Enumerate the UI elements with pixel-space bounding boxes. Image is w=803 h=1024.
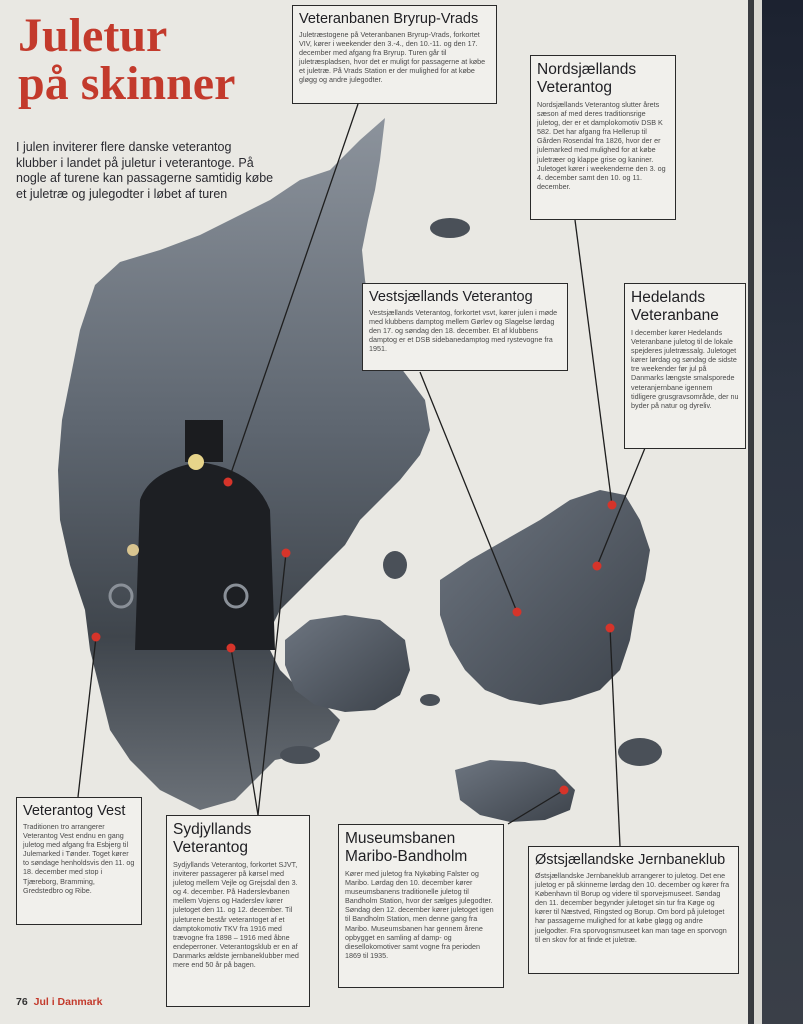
box-title: Veteranbanen Bryrup-Vrads — [299, 11, 479, 27]
island-shape — [383, 551, 407, 579]
dark-background — [762, 0, 803, 1024]
box-nordsjaellands — [530, 55, 676, 220]
box-veterantog-vest — [16, 797, 142, 925]
box-title: Veterantog Vest — [23, 803, 126, 819]
box-body: Kører med juletog fra Nykøbing Falster og Maribo. Lørdag den 10. december kører museumsbanens traditionelle juletog til Bandholm Station, hvor der sælges julegodter. Søndag den 12. december kører juletoget igen til Bandholm Station, men denne gang fra Maribo. Museumsbanen har gennem årene opbygget en samling af damp- og diesellokomotiver samt vogne fra perioden 1869 til 1935. — [345, 869, 494, 960]
island-shape — [420, 694, 440, 706]
box-vestsjaellands — [362, 283, 568, 371]
next-page-edge — [748, 0, 803, 1024]
paper-edge — [754, 0, 762, 1024]
page-title-line2: på skinner — [18, 57, 236, 110]
box-maribo-bandholm — [338, 824, 504, 988]
box-body: Traditionen tro arrangerer Veterantog Vest endnu en gang juletog med afgang fra Esbjerg til Julemarked i Tønder. Toget kører to søndage henholdsvis den 11. og 18. december med stop i Tjæreborg, Bramming, Gredstedbro og Ribe. — [23, 822, 135, 895]
box-bryrup-vrads — [292, 5, 497, 104]
box-title: Hedelands Veteranbane — [631, 289, 719, 324]
box-body: Juletræstogene på Veteranbanen Bryrup-Vrads, forkortet VIV, kører i weekender den 3.-4., den 10.-11. og den 17. december med afgang fra Bryrup. Turen går til juletræspladsen, hvor det er muligt for passagerne at købe et juletræ. På Vrads Station er der mulighed for at købe gløgg og andre julegodter. — [299, 30, 486, 85]
box-body: Vestsjællands Veterantog, forkortet vsvt, kører julen i møde med klubbens damptog mellem Gørlev og Slagelse lørdag den 17. og søndag den 18. december. Et af klubbens damptog er et DSB sidebanedamptog med rystevogne fra 1951. — [369, 308, 558, 354]
lolland-falster-shape — [455, 760, 575, 822]
zealand-shape — [440, 490, 650, 705]
page-title — [18, 9, 236, 110]
box-sydjyllands — [166, 815, 310, 1007]
box-title: Sydjyllands Veterantog — [173, 821, 252, 856]
box-title: Museumsbanen Maribo-Bandholm — [345, 830, 468, 865]
box-body: Østsjællandske Jernbaneklub arrangerer to juletog. Det ene juletog er på skinnerne lørdag den 10. december og kører fra København til Borup og videre til sporvejsmuseet. Søndag den 11. december begynder juletoget sin tur fra Køge og kører til Næstved, Ringsted og Borup. Om bord på juletoget har passagerne mulighed for at købe gløgg og andre juelgodter. Fra sporvognsmuseet kan man tage en sporvogn til en skov for at finde et juletræ. — [535, 871, 730, 944]
box-body: Nordsjællands Veterantog slutter årets sæson af med deres traditionsrige juletog, der er et damplokomotiv DSB K 582. Det har afgang fra Hellerup til Gården Rosendal fra 1826, hvor der er julemarked med mulighed for at købe juletræer og klappe grise og kaniner. Juletoget kører i weekenderne den 3. og 4. december samt den 10. og 11. december. — [537, 100, 666, 191]
page-title-line1: Juletur — [18, 9, 168, 62]
box-title: Nordsjællands Veterantog — [537, 61, 637, 96]
box-body: Sydjyllands Veterantog, forkortet SJVT, inviterer passagerer på kørsel med juletog mellem Vejle og Grejsdal den 3. og 4. december. På Haderslevbanen mellem Vojens og Haderslev kører juletoget den 11. og 12. december. Til juleturene består veterantoget af et damptokomotiv TKV fra 1916 med trævogne fra 1898 – 1916 med åbne endeperroner. Veterantogsklub er en af Danmarks ældste jernbaneklubber med mere end 50 år på bagen. — [173, 860, 299, 970]
box-title: Vestsjællands Veterantog — [369, 289, 533, 305]
page-footer — [16, 996, 102, 1008]
magazine-name: Jul i Danmark — [33, 996, 103, 1008]
box-ostsjaellandske — [528, 846, 739, 974]
intro-text: I julen inviterer flere danske veterantog klubber i landet på juletur i veterantoge. På nogle af turene kan passagerne samtidig købe et juletræ og julegodter i løbet af turen — [16, 140, 274, 201]
island-shape — [618, 738, 662, 766]
island-shape — [280, 746, 320, 764]
box-hedelands — [624, 283, 746, 449]
page-number: 76 — [16, 996, 28, 1008]
box-body: I december kører Hedelands Veteranbane juletog til de lokale spejderes juletræssalg. Juletoget kører lørdag og søndag de sidste tre weekender før jul på Danmarks længste smalsporede veteranjernbane igennem tidligere grusgravsområde, der nu byder på natur og dyreliv. — [631, 328, 739, 410]
island-shape — [430, 218, 470, 238]
box-title: Østsjællandske Jernbaneklub — [535, 852, 726, 868]
